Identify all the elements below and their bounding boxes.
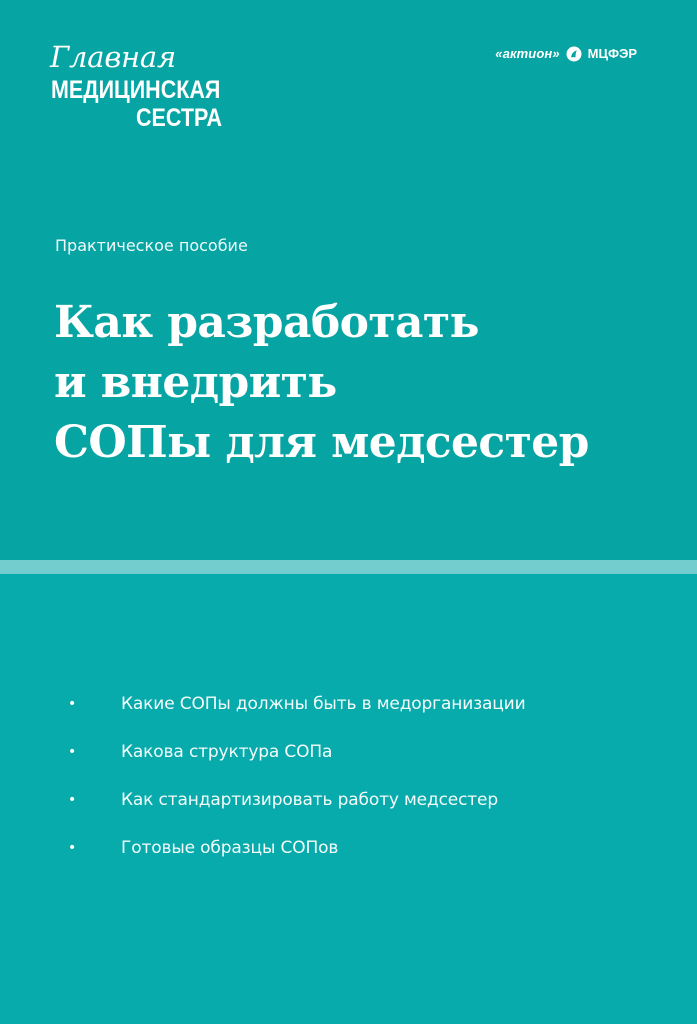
publisher-logos [495,43,637,65]
bullet-icon: • [68,840,77,856]
feature-item [68,728,628,776]
aktion-logo-text: «актион» [495,46,560,61]
feature-text: Готовые образцы СОПов [121,838,339,858]
bullet-icon: • [68,696,77,712]
journal-logo-line-1: МЕДИЦИНСКАЯ [51,76,221,104]
journal-logo-script: Главная [50,40,177,74]
bullet-icon: • [68,744,77,760]
journal-logo-line-2: СЕСТРА [136,104,222,132]
document-title-line: и внедрить [54,357,337,408]
feature-text: Какие СОПы должны быть в медорганизации [121,694,526,714]
cover-divider-stripe [0,560,697,574]
feature-item [68,824,628,872]
document-title-line: СОПы для медсестер [54,417,589,468]
mcfer-circle-icon [566,46,582,62]
feature-list [68,680,628,872]
bullet-icon: • [68,792,77,808]
document-subtitle: Практическое пособие [55,236,248,255]
document-title [54,293,654,473]
mcfer-logo-text: МЦФЭР [587,46,637,61]
feature-item [68,680,628,728]
feature-item [68,776,628,824]
feature-text: Какова структура СОПа [121,742,333,762]
feature-text: Как стандартизировать работу медсестер [121,790,498,810]
document-title-line: Как разработать [54,297,479,348]
journal-logo [50,42,240,134]
